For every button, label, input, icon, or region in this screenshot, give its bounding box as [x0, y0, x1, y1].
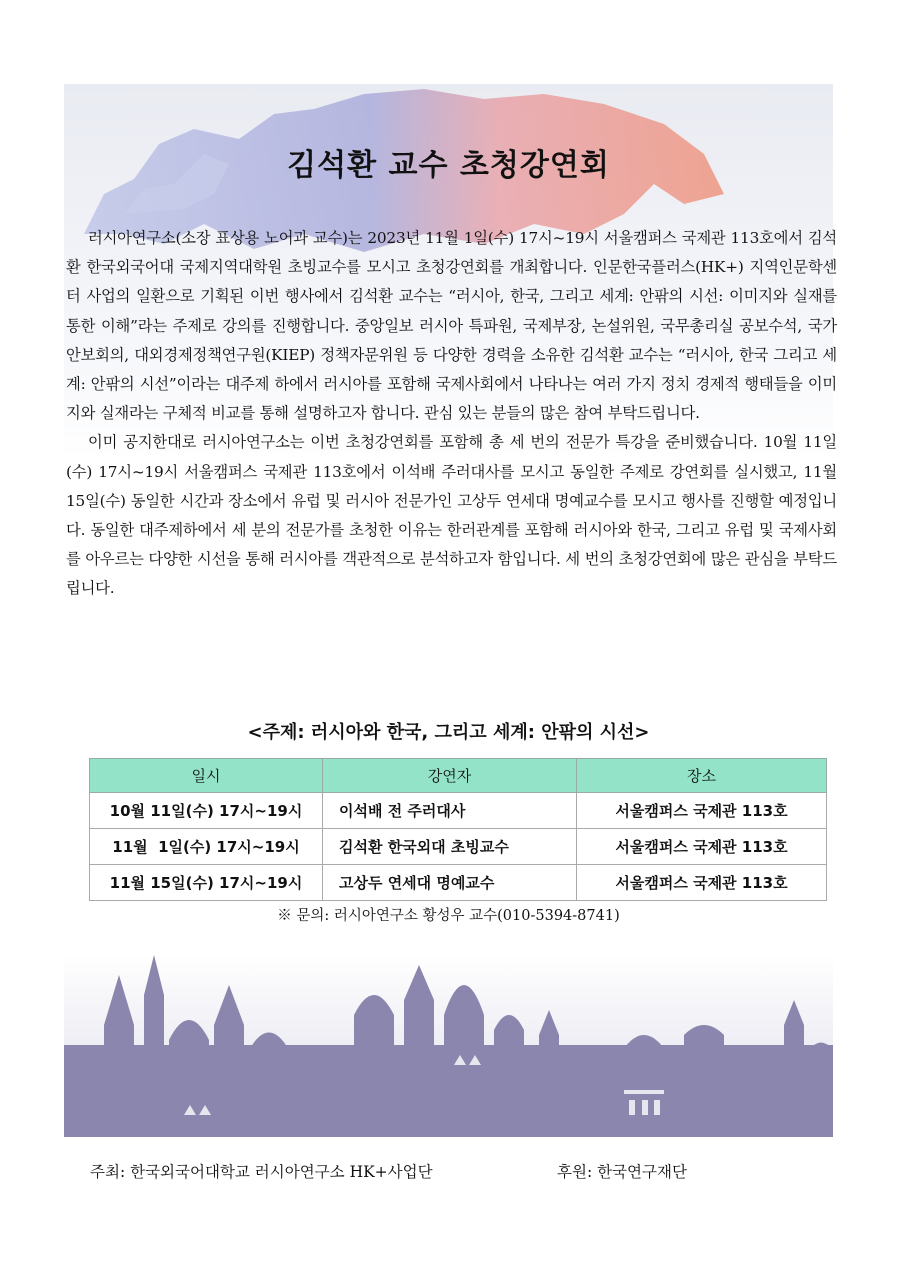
row-date: 11월 1일(수) 17시~19시: [90, 829, 323, 865]
row-speaker: 고상두 연세대 명예교수: [323, 865, 577, 901]
row-place: 서울캠퍼스 국제관 113호: [577, 793, 827, 829]
row-date: 10월 11일(수) 17시~19시: [90, 793, 323, 829]
table-row: [90, 865, 827, 901]
page-title: 김석환 교수 초청강연회: [287, 148, 610, 183]
paragraph-1: 러시아연구소(소장 표상용 노어과 교수)는 2023년 11월 1일(수) 17시~19시 서울캠퍼스 국제관 113호에서 김석환 한국외국어대 국제지역대학원 초빙교수를 모시고 초청강연회를 개최합니다. 인문한국플러스(HK+) 지역인문학센터 사업의 일환으로 기획된 이번 행사에서 김석환 교수는 “러시아, 한국, 그리고 세계: 안팎의 시선: 이미지와 실재를 통한 이해”라는 주제로 강의를 진행합니다. 중앙일보 러시아 특파원, 국제부장, 논설위원, 국무총리실 공보수석, 국가안보회의, 대외경제정책연구원(KIEP) 정책자문위원 등 다양한 경력을 소유한 김석환 교수는 “러시아, 한국 그리고 세계: 안팎의 시선”이라는 대주제 하에서 러시아를 포함해 국제사회에서 나타나는 여러 가지 정치 경제적 행태들을 이미지와 실재라는 구체적 비교를 통해 설명하고자 합니다. 관심 있는 분들의 많은 참여 부탁드립니다.: [66, 229, 837, 423]
russian-skyline-illustration: [64, 955, 833, 1137]
header-place: 장소: [577, 759, 827, 793]
schedule-table: [89, 758, 827, 901]
row-date: 11월 15일(수) 17시~19시: [90, 865, 323, 901]
announcement-body: [66, 224, 837, 604]
header-speaker: 강연자: [323, 759, 577, 793]
row-speaker: 이석배 전 주러대사: [323, 793, 577, 829]
footer: [90, 1160, 687, 1182]
footer-host: 주최: 한국외국어대학교 러시아연구소 HK+사업단: [90, 1163, 433, 1181]
header-date: 일시: [90, 759, 323, 793]
table-row: [90, 829, 827, 865]
paragraph-2: 이미 공지한대로 러시아연구소는 이번 초청강연회를 포함해 총 세 번의 전문가 특강을 준비했습니다. 10월 11일(수) 17시~19시 서울캠퍼스 국제관 113호에서 이석배 주러대사를 모시고 동일한 주제로 강연회를 실시했고, 11월 15일(수) 동일한 시간과 장소에서 유럽 및 러시아 전문가인 고상두 연세대 명예교수를 모시고 행사를 진행할 예정입니다. 동일한 대주제하에서 세 분의 전문가를 초청한 이유는 한러관계를 포함해 러시아와 한국, 그리고 유럽 및 국제사회를 아우르는 다양한 시선을 통해 러시아를 객관적으로 분석하고자 함입니다. 세 번의 초청강연회에 많은 관심을 부탁드립니다.: [66, 433, 837, 598]
contact-info: ※ 문의: 러시아연구소 황성우 교수(010-5394-8741): [277, 908, 620, 924]
table-header-row: [90, 759, 827, 793]
lecture-subject: <주제: 러시아와 한국, 그리고 세계: 안팎의 시선>: [247, 722, 650, 743]
footer-sponsor: 후원: 한국연구재단: [557, 1163, 687, 1181]
row-speaker: 김석환 한국외대 초빙교수: [323, 829, 577, 865]
row-place: 서울캠퍼스 국제관 113호: [577, 829, 827, 865]
row-place: 서울캠퍼스 국제관 113호: [577, 865, 827, 901]
table-row: [90, 793, 827, 829]
